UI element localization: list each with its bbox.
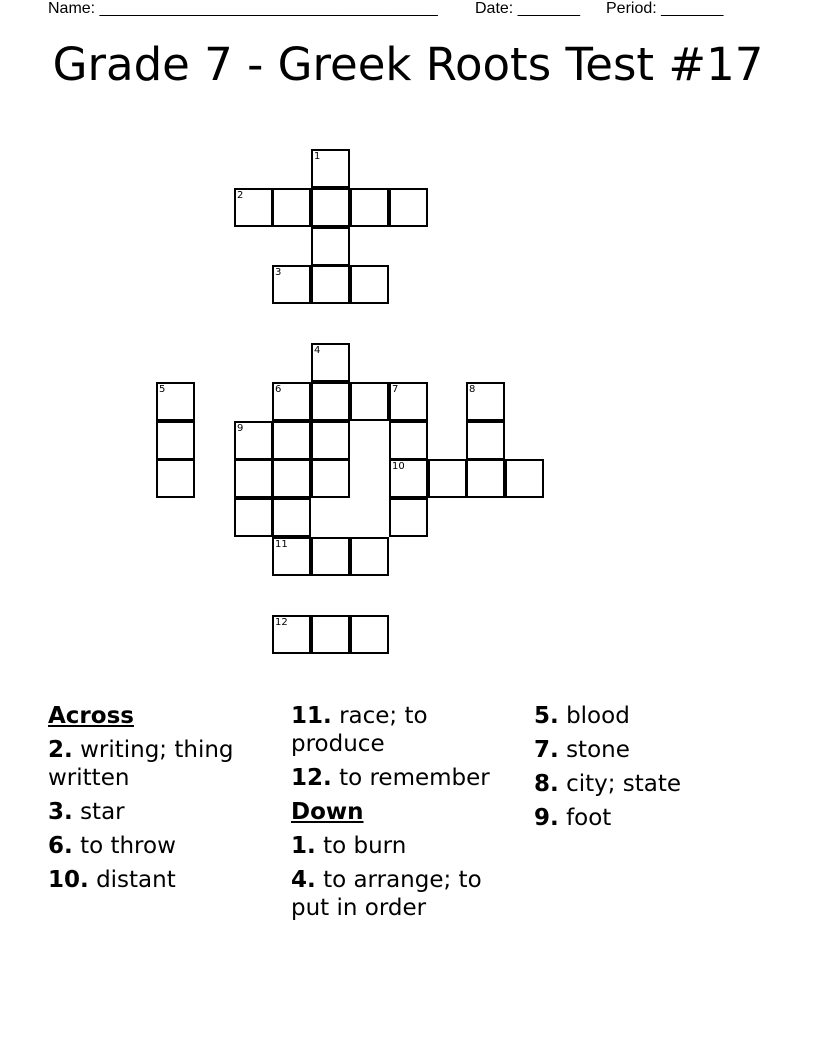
- crossword-cell[interactable]: [234, 421, 273, 460]
- crossword-cell[interactable]: [156, 421, 195, 460]
- crossword-cell[interactable]: [272, 265, 311, 304]
- crossword-cell[interactable]: [389, 188, 428, 227]
- clue-text: star: [80, 799, 125, 825]
- crossword-cell[interactable]: [311, 265, 350, 304]
- crossword-cell[interactable]: [466, 382, 505, 421]
- clue-number: 3.: [48, 799, 73, 825]
- crossword-cell[interactable]: [389, 421, 428, 460]
- crossword-cell[interactable]: [311, 421, 350, 460]
- crossword-cell[interactable]: [272, 537, 311, 576]
- clue-across-2: [48, 736, 283, 792]
- down-heading: Down: [291, 799, 364, 825]
- crossword-cell[interactable]: [272, 188, 311, 227]
- clue-number: 11.: [291, 703, 332, 729]
- cell-number: 6: [275, 384, 282, 395]
- clue-column-1: [48, 702, 283, 900]
- page-title: Grade 7 - Greek Roots Test #17: [52, 38, 764, 91]
- crossword-cell[interactable]: [389, 498, 428, 537]
- crossword-cell[interactable]: [311, 537, 350, 576]
- crossword-cell[interactable]: [234, 459, 273, 498]
- crossword-cell[interactable]: [466, 459, 505, 498]
- clue-across-6: [48, 832, 283, 860]
- crossword-cell[interactable]: [389, 382, 428, 421]
- crossword-cell[interactable]: [272, 421, 311, 460]
- crossword-cell[interactable]: [350, 382, 389, 421]
- cell-number: 4: [314, 345, 321, 356]
- crossword-cell[interactable]: [389, 459, 428, 498]
- clue-number: 4.: [291, 867, 316, 893]
- cell-number: 10: [392, 461, 405, 472]
- clue-number: 8.: [534, 771, 559, 797]
- cell-number: 8: [469, 384, 476, 395]
- cell-number: 9: [237, 423, 244, 434]
- crossword-cell[interactable]: [311, 188, 350, 227]
- crossword-cell[interactable]: [272, 382, 311, 421]
- clue-text: to arrange; to put in order: [291, 867, 482, 921]
- clue-text: writing; thing written: [48, 737, 234, 791]
- crossword-cell[interactable]: [311, 382, 350, 421]
- clue-number: 5.: [534, 703, 559, 729]
- clue-across-12: [291, 764, 526, 792]
- crossword-cell[interactable]: [466, 421, 505, 460]
- clue-number: 12.: [291, 765, 332, 791]
- cell-number: 7: [392, 384, 399, 395]
- crossword-cell[interactable]: [350, 537, 389, 576]
- clue-column-2: [291, 702, 526, 928]
- clue-text: blood: [566, 703, 630, 729]
- clue-text: stone: [566, 737, 630, 763]
- crossword-cell[interactable]: [311, 615, 350, 654]
- clue-number: 9.: [534, 805, 559, 831]
- crossword-cell[interactable]: [234, 498, 273, 537]
- clue-number: 7.: [534, 737, 559, 763]
- crossword-cell[interactable]: [311, 343, 350, 382]
- name-field[interactable]: Name: ______________________________________: [48, 0, 438, 17]
- cell-number: 12: [275, 617, 288, 628]
- clue-across-10: [48, 866, 283, 894]
- clue-number: 1.: [291, 833, 316, 859]
- clue-down-5: [534, 702, 769, 730]
- clue-text: distant: [96, 867, 176, 893]
- crossword-cell[interactable]: [505, 459, 544, 498]
- clue-text: to throw: [80, 833, 176, 859]
- crossword-cell[interactable]: [272, 615, 311, 654]
- crossword-cell[interactable]: [311, 227, 350, 266]
- clue-text: to burn: [323, 833, 407, 859]
- crossword-cell[interactable]: [311, 149, 350, 188]
- crossword-cell[interactable]: [428, 459, 467, 498]
- clue-column-3: [534, 702, 769, 838]
- cell-number: 1: [314, 151, 321, 162]
- clue-down-7: [534, 736, 769, 764]
- crossword-cell[interactable]: [234, 188, 273, 227]
- clue-text: city; state: [566, 771, 682, 797]
- clue-down-4: [291, 866, 526, 922]
- crossword-cell[interactable]: [350, 615, 389, 654]
- crossword-cell[interactable]: [156, 459, 195, 498]
- crossword-cell[interactable]: [272, 459, 311, 498]
- cell-number: 11: [275, 539, 288, 550]
- across-heading: Across: [48, 703, 134, 729]
- crossword-cell[interactable]: [272, 498, 311, 537]
- crossword-cell[interactable]: [311, 459, 350, 498]
- crossword-cell[interactable]: [350, 265, 389, 304]
- clue-number: 6.: [48, 833, 73, 859]
- clue-across-11: [291, 702, 526, 758]
- clue-down-9: [534, 804, 769, 832]
- date-field[interactable]: Date: _______: [475, 0, 580, 17]
- cell-number: 2: [237, 190, 244, 201]
- clue-text: foot: [566, 805, 612, 831]
- cell-number: 5: [159, 384, 166, 395]
- clue-number: 10.: [48, 867, 89, 893]
- cell-number: 3: [275, 267, 282, 278]
- clue-text: to remember: [339, 765, 490, 791]
- clue-number: 2.: [48, 737, 73, 763]
- clue-down-1: [291, 832, 526, 860]
- clue-across-3: [48, 798, 283, 826]
- period-field[interactable]: Period: _______: [606, 0, 724, 17]
- crossword-cell[interactable]: [156, 382, 195, 421]
- clue-down-8: [534, 770, 769, 798]
- clue-text: race; to produce: [291, 703, 428, 757]
- crossword-cell[interactable]: [350, 188, 389, 227]
